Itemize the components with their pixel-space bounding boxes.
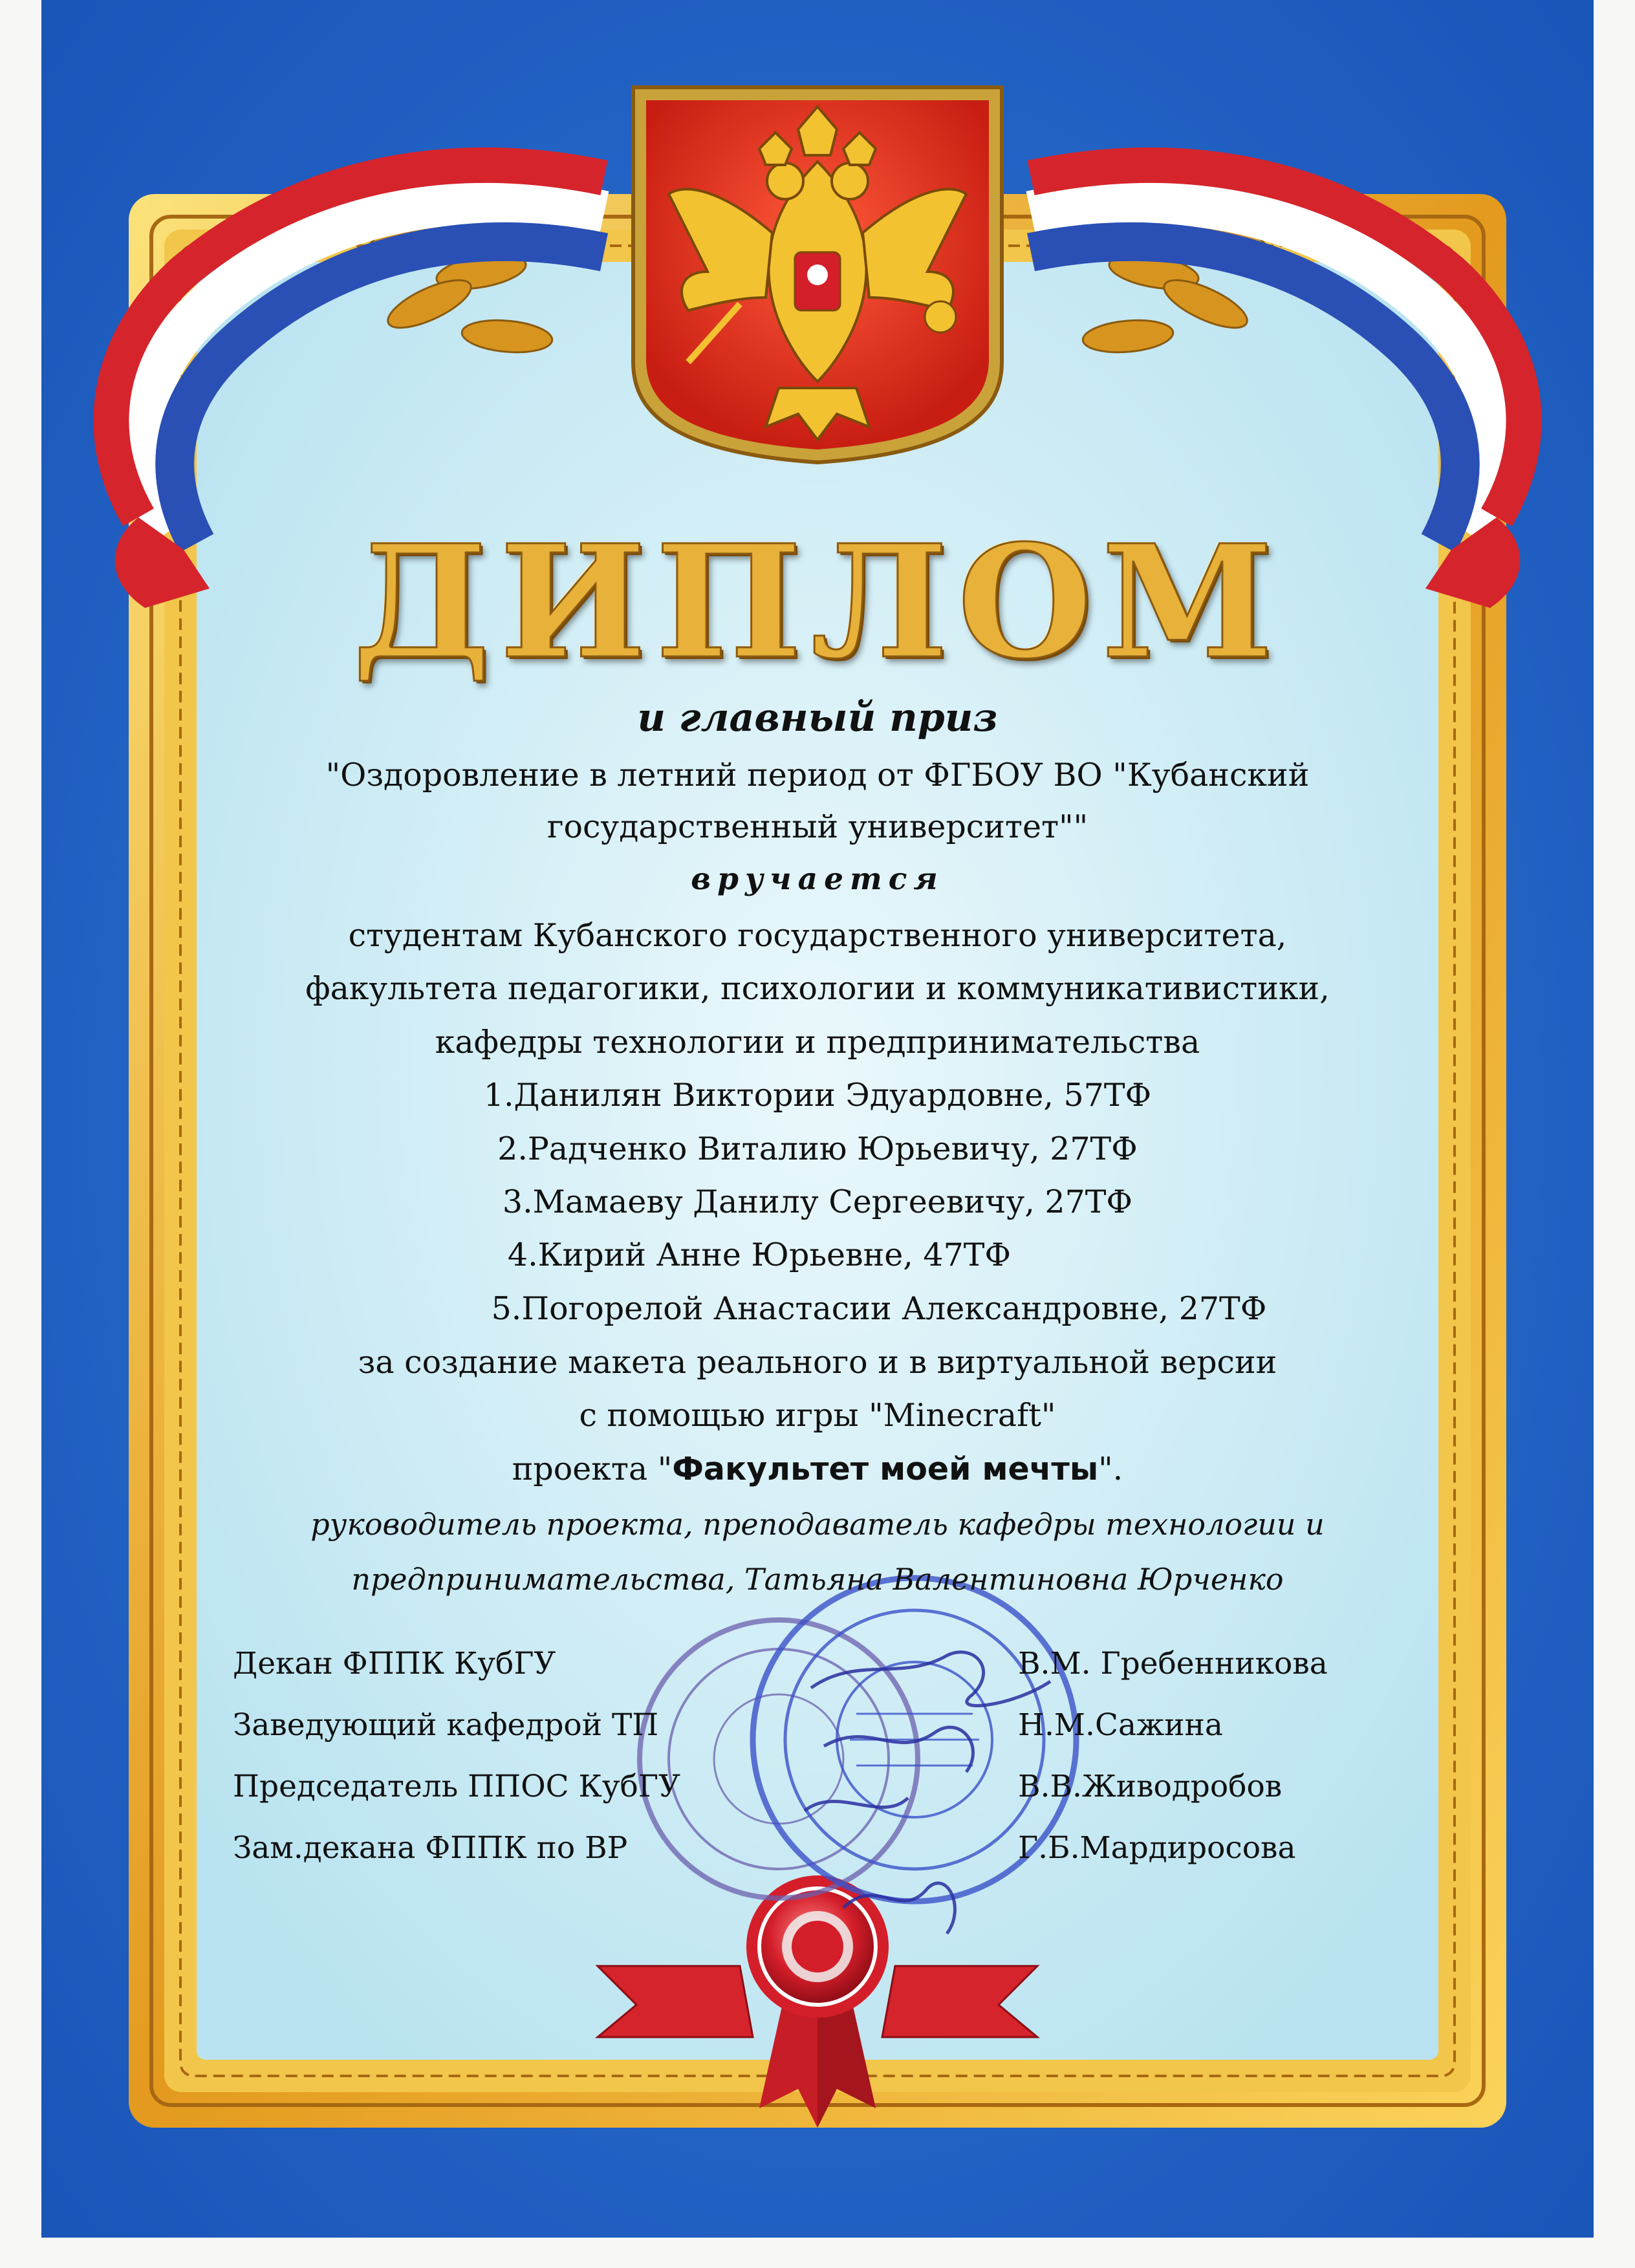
leader-line-1: руководитель проекта, преподаватель кафедры технологии и xyxy=(310,1507,1325,1542)
student-4: 4.Кирий Анне Юрьевне, 47ТФ xyxy=(507,1237,1012,1273)
recipient-line-3: кафедры технологии и предпринимательства xyxy=(435,1024,1200,1061)
project-name: Факультет моей мечты xyxy=(672,1451,1099,1487)
signatory-position-2: Заведующий кафедрой ТП xyxy=(233,1707,659,1743)
coat-of-arms-icon xyxy=(633,87,1002,462)
awarded-label: вручается xyxy=(691,861,944,897)
signatory-position-3: Председатель ППОС КубГУ xyxy=(233,1769,680,1804)
reason-line-1: за создание макета реального и в виртуальной версии xyxy=(358,1344,1277,1381)
student-1: 1.Данилян Виктории Эдуардовне, 57ТФ xyxy=(483,1077,1152,1114)
project-line xyxy=(41,1451,1594,1487)
diploma-title: ДИПЛОМ xyxy=(352,511,1283,693)
signatory-position-4: Зам.декана ФППК по ВР xyxy=(233,1830,628,1866)
diploma-background xyxy=(41,0,1594,2238)
diploma-sheet xyxy=(41,0,1594,2238)
signatory-name-4: Г.Б.Мардиросова xyxy=(1018,1830,1296,1866)
reason-line-2: с помощью игры "Minecraft" xyxy=(579,1397,1056,1434)
signatory-name-3: В.В.Живодробов xyxy=(1018,1769,1283,1804)
signatory-name-2: Н.М.Сажина xyxy=(1018,1707,1223,1743)
diploma-subtitle: и главный приз xyxy=(637,695,998,740)
prize-line-2: государственный университет"" xyxy=(547,808,1088,845)
student-3: 3.Мамаеву Данилу Сергеевичу, 27ТФ xyxy=(502,1183,1133,1220)
prize-line-1: "Оздоровление в летний период от ФГБОУ ВО "Кубанский xyxy=(325,757,1310,794)
project-suffix: ". xyxy=(1098,1451,1123,1487)
leader-line-2: предпринимательства, Татьяна Валентиновна Юрченко xyxy=(351,1562,1284,1597)
signatory-position-1: Декан ФППК КубГУ xyxy=(233,1646,556,1681)
signatory-name-1: В.М. Гребенникова xyxy=(1018,1646,1328,1681)
student-2: 2.Радченко Виталию Юрьевичу, 27ТФ xyxy=(497,1130,1138,1167)
student-5: 5.Погорелой Анастасии Александровне, 27ТФ xyxy=(491,1290,1267,1327)
recipient-line-1: студентам Кубанского государственного университета, xyxy=(348,917,1287,954)
recipient-line-2: факультета педагогики, психологии и коммуникативистики, xyxy=(305,970,1330,1007)
project-prefix: проекта " xyxy=(512,1451,673,1487)
